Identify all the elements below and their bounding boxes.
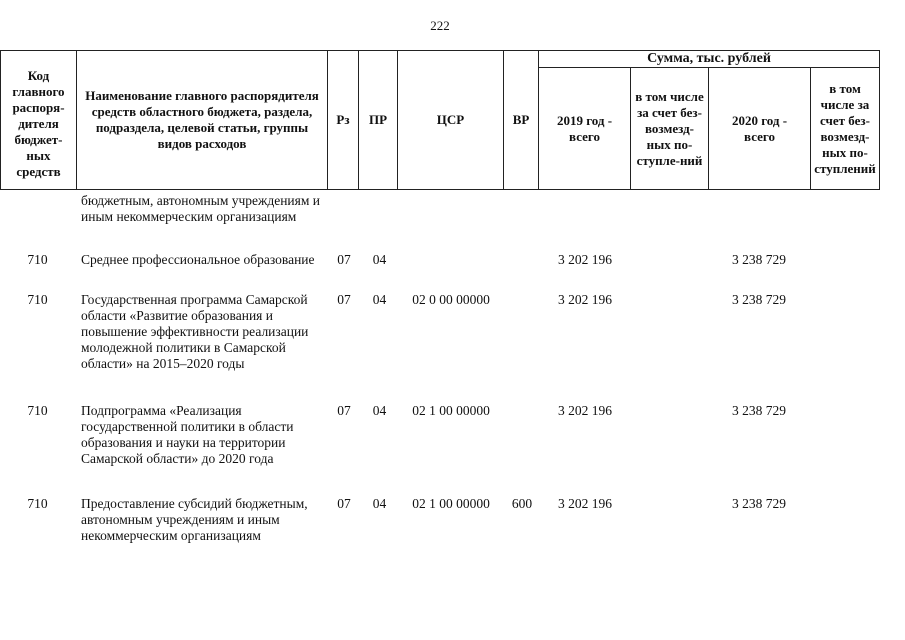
header-summa: Сумма, тыс. рублей — [647, 51, 771, 66]
cell-pr: 04 — [372, 496, 387, 511]
cell-sum-2020: 3 238 729 — [732, 252, 786, 267]
cell-sum-2019: 3 202 196 — [558, 403, 612, 418]
header-vr: ВР — [512, 112, 530, 127]
header-2020-total: 2020 год - всего — [731, 112, 788, 144]
cell-name: Предоставление субсидий бюджетным, автономным учреждениям и иным некоммерческим организациям — [81, 496, 308, 543]
cell-kod: 710 — [27, 252, 48, 267]
cell-name: Подпрограмма «Реализация государственной политики в области образования и науки на территории Самарской области» до 2020 года — [81, 403, 294, 466]
cell-sum-2020: 3 238 729 — [732, 496, 786, 511]
header-2019-incl: в том числе за счет без-возмезд-ных по-ступле-ний — [635, 88, 704, 168]
table-header — [0, 50, 880, 190]
cell-pr: 04 — [372, 292, 387, 307]
cell-kod: 710 — [27, 292, 48, 307]
cell-csr: 02 1 00 00000 — [412, 403, 490, 418]
header-rz: Рз — [336, 112, 350, 127]
cell-sum-2019: 3 202 196 — [558, 496, 612, 511]
cell-vr: 600 — [511, 496, 533, 511]
cell-name: бюджетным, автономным учреждениям и иным некоммерческим организациям — [81, 193, 321, 224]
header-kod: Код главного распоря-дителя бюджет-ных средств — [12, 68, 65, 179]
header-2020-incl: в том числе за счет без-возмезд-ных по-ступлений — [814, 80, 876, 176]
cell-rz: 07 — [337, 403, 351, 418]
cell-rz: 07 — [337, 252, 351, 267]
cell-rz: 07 — [337, 292, 351, 307]
cell-sum-2020: 3 238 729 — [732, 292, 786, 307]
header-name: Наименование главного распорядителя средств областного бюджета, раздела, подраздела, целевой статьи, группы видов расходов — [85, 88, 319, 151]
cell-name: Государственная программа Самарской области «Развитие образования и повышение эффективности реализации молодежной политики в Самарской области» на 2015–2020 годы — [81, 292, 309, 371]
cell-sum-2019: 3 202 196 — [558, 292, 612, 307]
cell-sum-2020: 3 238 729 — [732, 403, 786, 418]
cell-kod: 710 — [27, 403, 48, 418]
cell-csr: 02 0 00 00000 — [412, 292, 490, 307]
cell-kod: 710 — [27, 496, 48, 511]
cell-csr: 02 1 00 00000 — [412, 496, 490, 511]
header-pr: ПР — [368, 112, 388, 127]
cell-pr: 04 — [372, 403, 387, 418]
cell-rz: 07 — [337, 496, 351, 511]
cell-pr: 04 — [372, 252, 387, 267]
page-number: 222 — [430, 18, 450, 33]
cell-name: Среднее профессиональное образование — [81, 252, 315, 267]
cell-sum-2019: 3 202 196 — [558, 252, 612, 267]
header-2019-total: 2019 год - всего — [556, 112, 613, 144]
header-csr: ЦСР — [436, 112, 465, 127]
